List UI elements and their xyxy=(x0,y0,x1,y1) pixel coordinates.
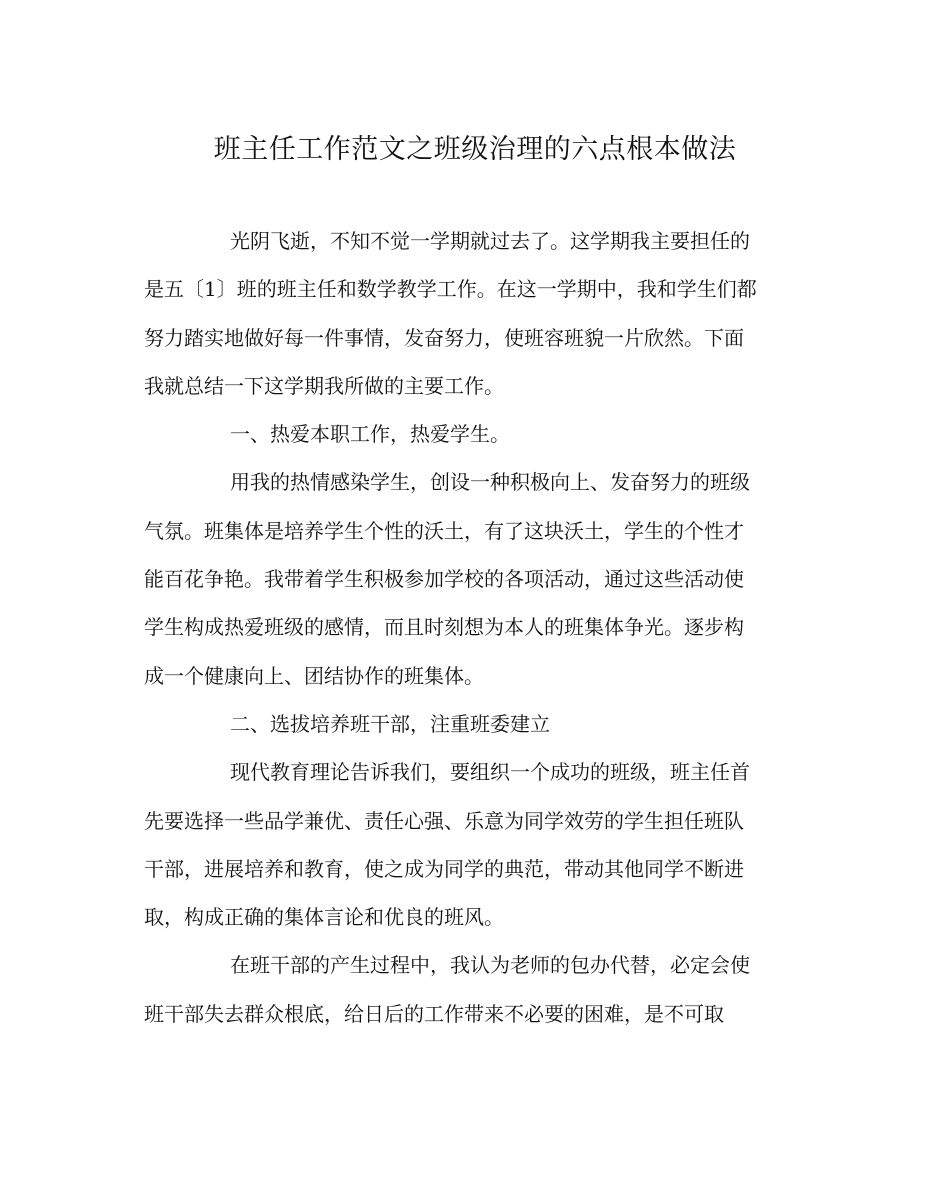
paragraph-line: 成一个健康向上、团结协作的班集体。 xyxy=(144,663,484,688)
section-heading: 二、选拔培养班干部，注重班委建立 xyxy=(230,711,550,736)
paragraph-line: 光阴飞逝，不知不觉一学期就过去了。这学期我主要担任的 xyxy=(230,229,750,253)
section-heading: 一、热爱本职工作，热爱学生。 xyxy=(230,422,510,447)
document-title: 班主任工作范文之班级治理的六点根本做法 xyxy=(213,134,737,165)
paragraph-line: 取，构成正确的集体言论和优良的班风。 xyxy=(144,905,504,930)
paragraph-line: 气氛。班集体是培养学生个性的沃土，有了这块沃土，学生的个性才 xyxy=(144,518,744,543)
paragraph-line: 能百花争艳。我带着学生积极参加学校的各项活动，通过这些活动使 xyxy=(144,567,744,592)
paragraph-line: 在班干部的产生过程中，我认为老师的包办代替，必定会使 xyxy=(230,953,750,978)
paragraph-line: 学生构成热爱班级的感情，而且时刻想为本人的班集体争光。逐步构 xyxy=(144,615,744,640)
paragraph-line: 现代教育理论告诉我们，要组织一个成功的班级，班主任首 xyxy=(230,760,750,785)
paragraph-line: 先要选择一些品学兼优、责任心强、乐意为同学效劳的学生担任班队 xyxy=(144,808,744,833)
paragraph-line: 我就总结一下这学期我所做的主要工作。 xyxy=(144,373,504,398)
document-body xyxy=(144,217,809,1038)
paragraph-line: 用我的热情感染学生，创设一种积极向上、发奋努力的班级 xyxy=(230,470,750,495)
paragraph-line: 是五〔1〕班的班主任和数学教学工作。在这一学期中，我和学生们都 xyxy=(144,277,757,302)
paragraph-line: 努力踏实地做好每一件事情，发奋努力，使班容班貌一片欣然。下面 xyxy=(144,325,744,350)
paragraph-line: 干部，进展培养和教育，使之成为同学的典范，带动其他同学不断进 xyxy=(144,856,744,881)
paragraph-line: 班干部失去群众根底，给日后的工作带来不必要的困难，是不可取 xyxy=(144,1001,724,1026)
